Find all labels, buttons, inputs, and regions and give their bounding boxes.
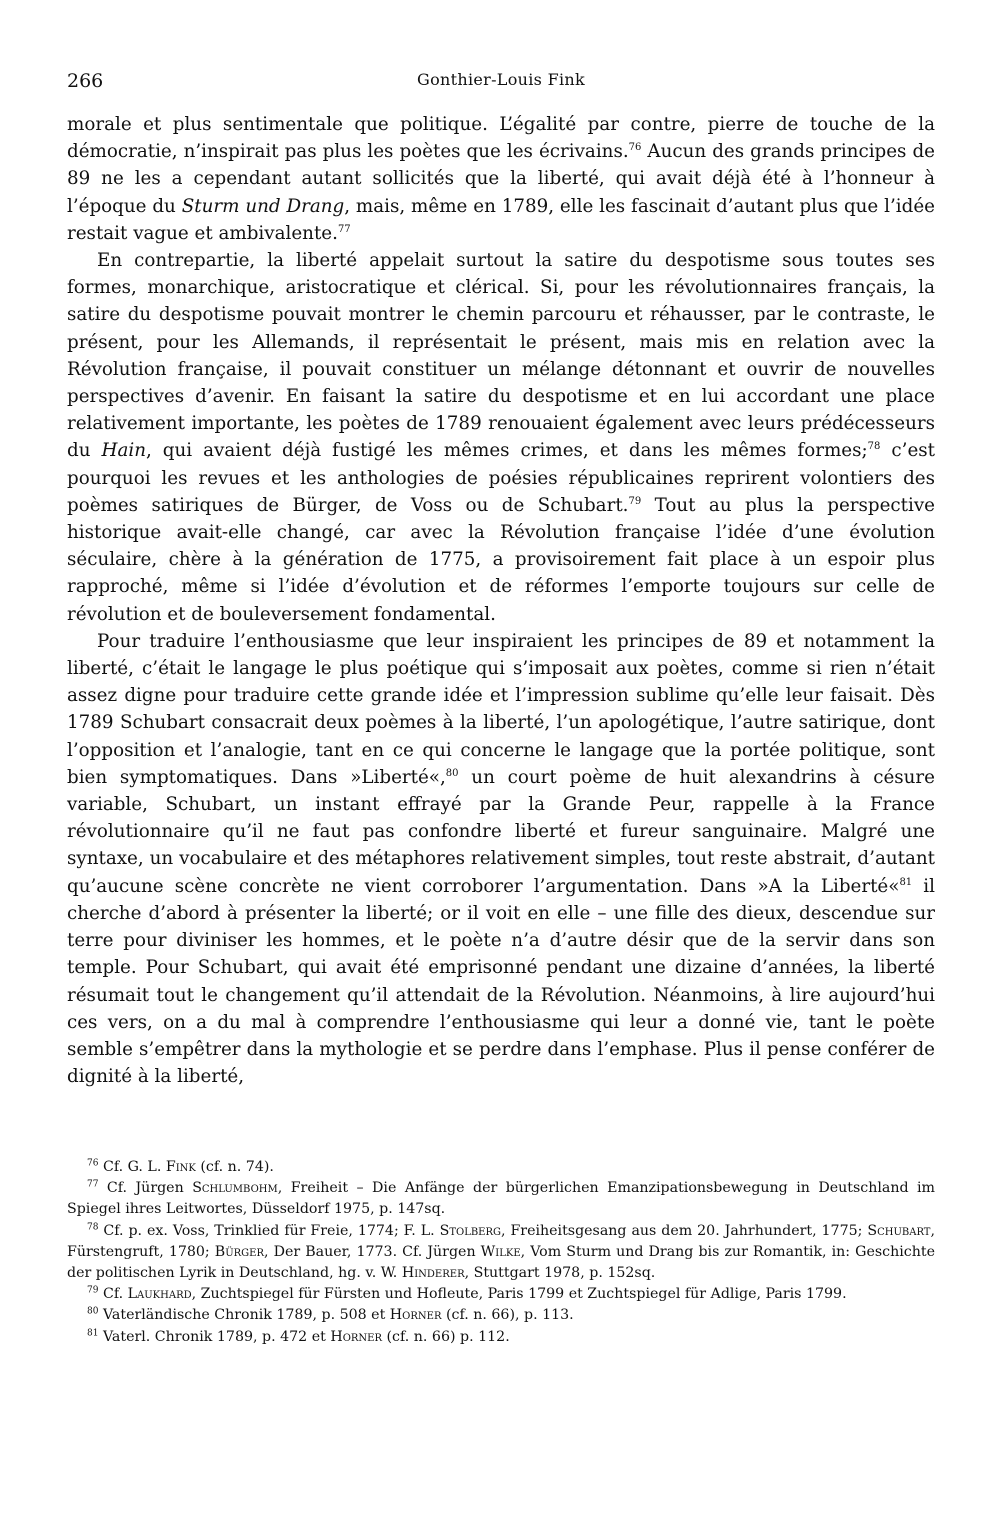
text-run: , Freiheitsgesang aus dem 20. Jahrhundert, 1775; — [501, 1222, 868, 1239]
note-ref: 78 — [867, 441, 881, 453]
text-run: Tout au plus la perspective historique avait-elle changé, car avec la Révolution française l’idée d’une évolution séculaire, chère à la génération de 1775, a provisoirement fait place à un espoir plus rapproché, même si l’idée d’évolution et de réformes l’emporte toujours sur celle de révolution et de bouleversement fondamental. — [67, 494, 935, 625]
text-run: , qui avaient déjà fustigé les mêmes crimes, et dans les mêmes formes; — [145, 440, 868, 462]
note-ref: 81 — [899, 876, 913, 888]
footnote — [67, 1221, 935, 1285]
text-run: , Zuchtspiegel für Fürsten und Hofleute, Paris 1799 et Zuchtspiegel für Adlige, Paris 1799. — [191, 1286, 847, 1303]
note-ref: 77 — [337, 223, 351, 235]
author-name: Fink — [165, 1159, 196, 1175]
page — [67, 0, 935, 1540]
author-name: Wilke — [480, 1243, 521, 1260]
note-ref: 76 — [628, 142, 642, 154]
author-name: Laukhard — [127, 1286, 192, 1303]
note-ref: 79 — [628, 495, 642, 507]
paragraph — [67, 628, 935, 1090]
text-run: c’est pourquoi les revues et les anthologies de poésies républicaines reprirent volontiers des poèmes satiriques de Bürger, de Voss ou de Schubart. — [67, 440, 935, 516]
note-ref: 78 — [87, 1221, 99, 1232]
italic-text: Sturm und Drang — [181, 195, 345, 217]
text-run: (cf. n. 66) p. 112. — [382, 1328, 510, 1345]
body-text — [67, 111, 935, 1090]
author-name: Schubart — [867, 1222, 931, 1239]
text-run: il cherche d’abord à présenter la liberté; or il voit en elle – une fille des dieux, descendue sur terre pour diviniser les hommes, et le poète n’a d’autre désir que de la servir dans son temple. Pour Schubart, qui avait été emprisonné pendant une dizaine d’années, la liberté résumait tout le changement qu’il attendait de la Révolution. Néanmoins, à lire aujourd’hui ces vers, on a du mal à comprendre l’enthousiasme qui leur a donné vie, tant le poète semble s’empêtrer dans la mythologie et se perdre dans l’emphase. Plus il pense conférer de dignité à la liberté, — [67, 875, 935, 1088]
author-name: Bürger — [214, 1243, 264, 1260]
text-run: , Stuttgart 1978, p. 152sq. — [464, 1265, 656, 1282]
footnote — [67, 1157, 935, 1178]
text-run: , mais, même en 1789, elle les fascinait d’autant plus que l’idée restait vague et ambivalente. — [67, 195, 935, 244]
text-run: , Fürstengruft, 1780; — [67, 1222, 935, 1260]
text-run: morale et plus sentimentale que politique. L’égalité par contre, pierre de touche de la démocratie, n’inspirait pas plus les poètes que les écrivains. — [67, 114, 935, 163]
text-run: Vaterländische Chronik 1789, p. 508 et — [98, 1307, 390, 1324]
text-run: , Freiheit – Die Anfänge der bürgerlichen Emanzipationsbewegung in Deutschland im Spiegel ihres Leitwortes, Düsseldorf 1975, p. 147sq. — [67, 1180, 935, 1218]
paragraph — [67, 111, 935, 247]
text-run: un court poème de huit alexandrins à césure variable, Schubart, un instant effrayé par la Grande Peur, rappelle à la France révolutionnaire qu’il ne faut pas confondre liberté et fureur sanguinaire. Malgré une syntaxe, un vocabulaire et des métaphores relativement simples, tout reste abstrait, d’autant qu’aucune scène concrète ne vient corroborer l’argumentation. Dans »A la Liberté« — [67, 766, 935, 897]
note-ref: 76 — [87, 1158, 99, 1169]
note-ref: 80 — [87, 1306, 99, 1317]
text-run: , Der Bauer, 1773. Cf. Jürgen — [264, 1243, 481, 1260]
text-run: Pour traduire l’enthousiasme que leur inspiraient les principes de 89 et notamment la liberté, c’était le langage le plus poétique qui s’imposait aux poètes, comme si rien n’était assez digne pour traduire cette grande idée et l’impression sublime qu’elle leur faisait. Dès 1789 Schubart consacrait deux poèmes à la liberté, l’un apologétique, l’autre satirique, dont l’opposition et l’analogie, tant en ce qui concerne le langage que la portée politique, sont bien symptomatiques. Dans »Liberté«, — [67, 630, 935, 788]
running-head: Gonthier-Louis Fink — [417, 70, 585, 89]
note-ref: 77 — [87, 1179, 99, 1190]
text-run: (cf. n. 66), p. 113. — [441, 1307, 574, 1324]
author-name: Schlumbohm — [192, 1180, 278, 1197]
page-header — [67, 70, 935, 100]
text-run: (cf. n. 74). — [195, 1159, 274, 1175]
text-run: Vaterl. Chronik 1789, p. 472 et — [98, 1328, 331, 1345]
text-run: Aucun des grands principes de 89 ne les a cependant autant sollicités que la liberté, qui avait déjà été à l’honneur à l’époque du — [67, 141, 935, 217]
italic-text: Hain — [101, 440, 146, 462]
author-name: Hinderer — [401, 1265, 465, 1282]
author-name: Horner — [389, 1307, 442, 1324]
note-ref: 81 — [87, 1327, 99, 1338]
footnote — [67, 1178, 935, 1220]
paragraph — [67, 247, 935, 628]
text-run: Cf. G. L. — [98, 1159, 166, 1175]
text-run: Cf. — [98, 1286, 128, 1303]
author-name: Stolberg — [439, 1222, 502, 1239]
page-number: 266 — [67, 70, 104, 92]
note-ref: 80 — [445, 767, 459, 779]
note-ref: 79 — [87, 1285, 99, 1296]
text-run: , Vom Sturm und Drang bis zur Romantik, in: Geschichte der politischen Lyrik in Deutschland, hg. v. W. — [67, 1243, 935, 1282]
text-run: En contrepartie, la liberté appelait surtout la satire du despotisme sous toutes ses formes, monarchique, aristocratique et clérical. Si, pour les révolutionnaires français, la satire du despotisme pouvait montrer le chemin parcouru et réhausser, par le contraste, le présent, pour les Allemands, il représentait le présent, mais mis en relation avec la Révolution française, il pouvait constituer un mélange détonnant et ouvrir de nouvelles perspectives d’avenir. En faisant la satire du despotisme et en lui accordant une place relativement importante, les poètes de 1789 renouaient également avec leurs prédécesseurs du — [67, 250, 935, 462]
author-name: Horner — [330, 1328, 383, 1345]
text-run: Cf. Jürgen — [98, 1180, 193, 1197]
text-run: Cf. p. ex. Voss, Trinklied für Freie, 1774; F. L. — [98, 1222, 440, 1239]
footnotes — [67, 1157, 935, 1348]
footnote — [67, 1284, 935, 1305]
footnote — [67, 1305, 935, 1326]
footnote — [67, 1327, 935, 1348]
